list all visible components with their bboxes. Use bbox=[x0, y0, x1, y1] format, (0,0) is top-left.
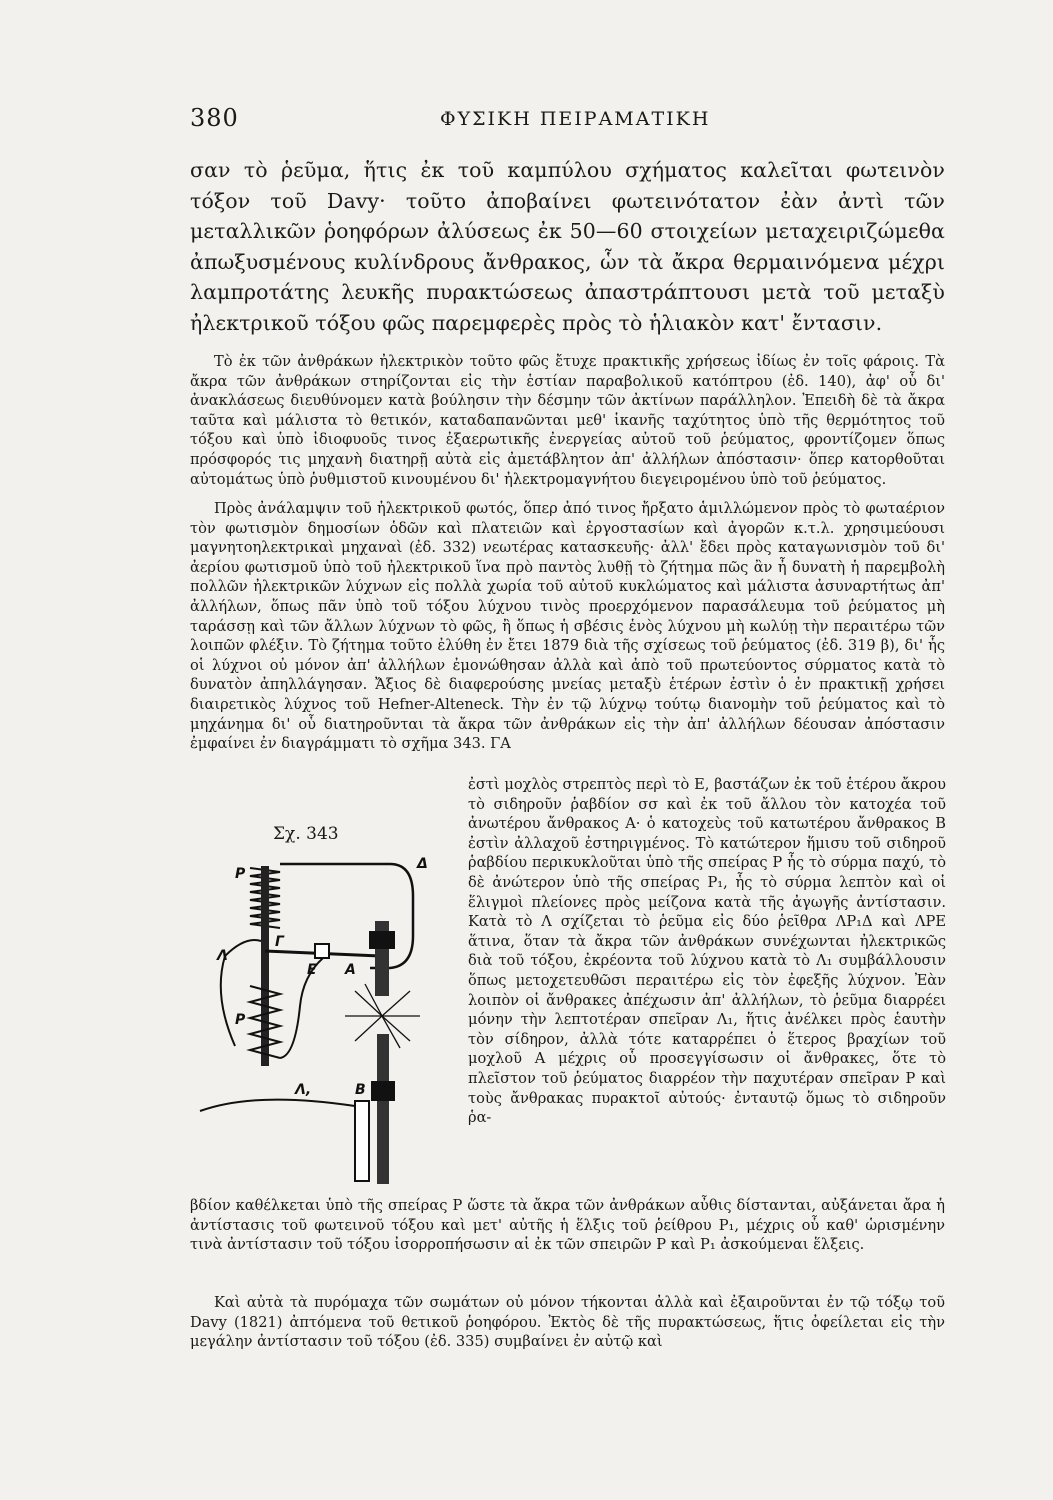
clamp-b bbox=[371, 1081, 395, 1101]
clamp-a bbox=[369, 931, 395, 949]
label-lambda1: Λ, bbox=[295, 1082, 312, 1098]
wire-lambda-top bbox=[225, 940, 261, 956]
paragraph-2-text: Πρὸς ἀνάλαμψιν τοῦ ἠλεκτρικοῦ φωτός, ὅπερ ἀπό τινος ἤρξατο ἁμιλλώμενον πρὸς τὸ φωταέριον τὸν φωτισμὸν δημοσίων ὁδῶν καὶ πλατειῶν καὶ ἐργοστασίων καὶ ἀγορῶν κ.τ.λ. χρησιμεύουσι μαγνητοηλεκτρικαὶ μηχαναὶ (ἐδ. 332) νεωτέρας κατασκευῆς· ἀλλ' ἔδει πρὸς καταγωνισμὸν τοῦ δι' ἀερίου φωτισμοῦ ὑπὸ τοῦ ἠλεκτρικοῦ ἵνα πρὸ παντὸς λυθῇ τὸ ζήτημα πῶς ἂν ἦ δυνατὴ ἡ παρεμβολὴ πολλῶν ἠλεκτρικῶν λύχνων εἰς πολλὰ χωρία τοῦ αὐτοῦ κυκλώματος καὶ μάλιστα ἀσυναρτήτως ἀπ' ἀλλήλων, ὅπως πᾶν ὑπὸ τοῦ τόξου λύχνου τινὸς προερχόμενον παρασάλευμα τοῦ ῥεύματος μὴ ταράσσῃ καὶ τῶν ἄλλων λύχνων τὸ φῶς, ἢ ὅπως ἡ σβέσις ἑνὸς λύχνου μὴ κωλύῃ τὴν περαιτέρω τῶν λοιπῶν φλέξιν. Τὸ ζήτημα τοῦτο ἐλύθη ἐν ἔτει 1879 διὰ τῆς σχίσεως τοῦ ῥεύματος (ἐδ. 319 β), δι' ἧς οἱ λύχνοι οὐ μόνον ἀπ' ἀλλήλων ἐμονώθησαν ἀλλὰ καὶ ἀπὸ τοῦ πρωτεύοντος σύρματος κατὰ τὸ δυνατὸν ἀπηλλάγησαν. Ἄξιος δὲ διαφερούσης μνείας μεταξὺ ἑτέρων ἐστὶν ὁ ἐν πρακτικῇ χρήσει διαιρετικὸς λύχνος τοῦ Hefner-Alteneck. Τὴν ἐν τῷ λύχνῳ τούτῳ διανομὴν τοῦ ῥεύματος καὶ τὸ μηχάνημα δι' οὗ διατηροῦνται τὰ ἄκρα τῶν ἀνθράκων εἰς τὴν ἀπ' ἀλλήλων δέουσαν ἀπόστασιν ἐμφαίνει ἐν διαγράμματι τὸ σχῆμα 343. ΓΑ bbox=[190, 500, 945, 753]
iron-rod bbox=[261, 866, 269, 1066]
label-p-lower: P bbox=[235, 1012, 246, 1028]
paragraph-1 bbox=[190, 352, 945, 489]
label-a: A bbox=[345, 962, 356, 978]
pivot-e bbox=[315, 944, 329, 958]
wire-lambda1 bbox=[200, 1100, 355, 1111]
figure-side-text: ἐστὶ μοχλὸς στρεπτὸς περὶ τὸ Ε, βαστάζων ἐκ τοῦ ἑτέρου ἄκρου τὸ σιδηροῦν ῥαβδίον σσ καὶ ἐκ τοῦ ἄλλου τὸν κατοχέα τοῦ ἀνωτέρου ἄνθρακος Α· ὁ κατοχεὺς τοῦ κατωτέρου ἄνθρακος Β ἐστὶν ἀλλαχοῦ ἐστηριγμένος. Τὸ κατώτερον ἥμισυ τοῦ σιδηροῦ ῥαβδίου περικυκλοῦται ὑπὸ τῆς σπείρας Ρ ἧς τὸ σύρμα παχύ, τὸ δὲ ἀνώτερον ὑπὸ τῆς σπείρας Ρ₁, ἧς τὸ σύρμα λεπτὸν καὶ οἱ ἕλιγμοὶ πλείονες πρὸς μείζονα κατὰ τῆς ἀγωγῆς ἀντίστασιν. Κατὰ τὸ Λ σχίζεται τὸ ῥεῦμα εἰς δύο ῥεῖθρα ΛΡ₁Δ καὶ ΛΡΕ ἅτινα, ὅταν τὰ ἄκρα τῶν ἀνθράκων συνέχωνται ἠλεκτρικῶς διὰ τοῦ τόξου, ἐκρέοντα τοῦ λύχνου κατὰ τὸ Λ₁ συμβάλλουσιν ὅπως μετοχετευθῶσι περαιτέρω εἰς τὸν ἐφεξῆς λύχνον. Ἐὰν λοιπὸν οἱ ἄνθρακες ἀπέχωσιν ἀπ' ἀλλήλων, τὸ ῥεῦμα διαρρέει μόνην τὴν λεπτοτέραν σπεῖραν Λ₁, ἥτις ἀνέλκει πρὸς ἑαυτὴν τὸν σίδηρον, ἀλλὰ τότε καταρρέπει ὁ ἕτερος βραχίων τοῦ μοχλοῦ Α μέχρις οὗ προσεγγίσωσιν οἱ ἄνθρακες, ὅτε τὸ πλεῖστον τοῦ ῥεύματος διαρρέον τὴν παχυτέραν σπεῖραν Ρ καὶ τοὺς ἄνθρακας πυρακτοῖ αὐτούς· ἐνταυτῷ ὅμως τὸ σιδηροῦν ῥα- bbox=[468, 776, 946, 1127]
intro-text: σαν τὸ ῥεῦμα, ἥτις ἐκ τοῦ καμπύλου σχήματος καλεῖται φωτεινὸν τόξον τοῦ Davy· τοῦτο ἀποβαίνει φωτεινότατον ἐὰν ἀντὶ τῶν μεταλλικῶν ῥοηφόρων ἀλύσεως ἐκ 50—60 στοιχείων μεταχειριζώμεθα ἀπωξυσμένους κυλίνδρους ἄνθρακος, ὧν τὰ ἄκρα θερμαινόμενα μέχρι λαμπροτάτης λευκῆς πυρακτώσεως ἀπαστράπτουσι μετὰ τοῦ μεταξὺ ἠλεκτρικοῦ τόξου φῶς παρεμφερὲς πρὸς τὸ ἡλιακὸν κατ' ἔντασιν. bbox=[190, 158, 945, 335]
wire-lambda-left bbox=[221, 956, 235, 1046]
paragraph-1-text: Τὸ ἐκ τῶν ἀνθράκων ἠλεκτρικὸν τοῦτο φῶς ἔτυχε πρακτικῆς χρήσεως ἰδίως ἐν τοῖς φάροις. Τὰ ἄκρα τῶν ἀνθράκων στηρίζονται εἰς τὴν ἑστίαν παραβολικοῦ κατόπτρου (ἐδ. 140), ἀφ' οὗ δι' ἀνακλάσεως διευθύνομεν κατὰ βούλησιν τὴν δέσμην τῶν ἀκτίνων παράλληλον. Ἐπειδὴ δὲ τὰ ἄκρα ταῦτα καὶ μάλιστα τὸ θετικόν, καταδαπανῶνται μεθ' ἱκανῆς ταχύτητος ὑπὸ τῆς θερμότητος τοῦ τόξου καὶ ὑπὸ ἰδιοφυοῦς τινος ἐξαερωτικῆς ἐνεργείας αὐτοῦ τοῦ ῥεύματος, φροντίζομεν ὅπως πρόσφορός τις μηχανὴ διατηρῇ αὐτὰ εἰς ἀμετάβλητον ἀπ' ἀλλήλων ἀπόστασιν· ὅπερ κατορθοῦται αὐτομάτως ὑπὸ ῥυθμιστοῦ κινουμένου δι' ἠλεκτρομαγνήτου διεγειρομένου ὑπὸ τοῦ ῥεύματος. bbox=[190, 353, 945, 488]
paragraph-2 bbox=[190, 499, 945, 754]
lower-carbon-holder bbox=[377, 1034, 389, 1184]
label-b: B bbox=[355, 1082, 366, 1098]
figure-caption: Σχ. 343 bbox=[273, 824, 339, 844]
running-title: ΦΥΣΙΚΗ ΠΕΙΡΑΜΑΤΙΚΗ bbox=[440, 108, 711, 130]
label-gamma: Γ bbox=[275, 934, 284, 950]
page-header bbox=[190, 104, 945, 144]
paragraph-3-text: βδίον καθέλκεται ὑπὸ τῆς σπείρας Ρ ὥστε τὰ ἄκρα τῶν ἀνθράκων αὖθις δίστανται, αὐξάνεται ἄρα ἡ ἀντίστασις τοῦ φωτεινοῦ τόξου καὶ μετ' αὐτῆς ἡ ἕλξις τοῦ ῥείθρου Ρ₁, μέχρις οὗ καθ' ὡρισμένην τινὰ ἀντίστασιν τοῦ τόξου ἰσορροπήσωσιν αἱ ἐκ τῶν σπειρῶν Ρ καὶ Ρ₁ ἀσκούμεναι ἕλξεις. bbox=[190, 1197, 945, 1254]
label-e: E bbox=[307, 962, 317, 978]
label-lambda: Λ bbox=[217, 948, 228, 964]
intro-paragraph bbox=[190, 155, 945, 338]
label-delta: Δ bbox=[417, 856, 428, 872]
support-post bbox=[355, 1101, 369, 1181]
paragraph-3 bbox=[190, 1196, 945, 1255]
paragraph-4 bbox=[190, 1293, 945, 1352]
figure-side-text-block bbox=[468, 775, 946, 1128]
paragraph-4-text: Καὶ αὐτὰ τὰ πυρόμαχα τῶν σωμάτων οὐ μόνον τήκονται ἀλλὰ καὶ ἐξαιροῦνται ἐν τῷ τόξῳ τοῦ Davy (1821) ἀπτόμενα τοῦ θετικοῦ ῥοηφόρου. Ἐκτὸς δὲ τῆς πυρακτώσεως, ἥτις ὀφείλεται εἰς τὴν μεγάλην ἀντίστασιν τοῦ τόξου (ἐδ. 335) συμβαίνει ἐν αὐτῷ καὶ bbox=[190, 1294, 945, 1351]
label-p-upper: P bbox=[235, 866, 246, 882]
page-number: 380 bbox=[190, 104, 239, 132]
arc-lamp-diagram bbox=[195, 856, 445, 1190]
figure-343 bbox=[195, 820, 445, 1190]
